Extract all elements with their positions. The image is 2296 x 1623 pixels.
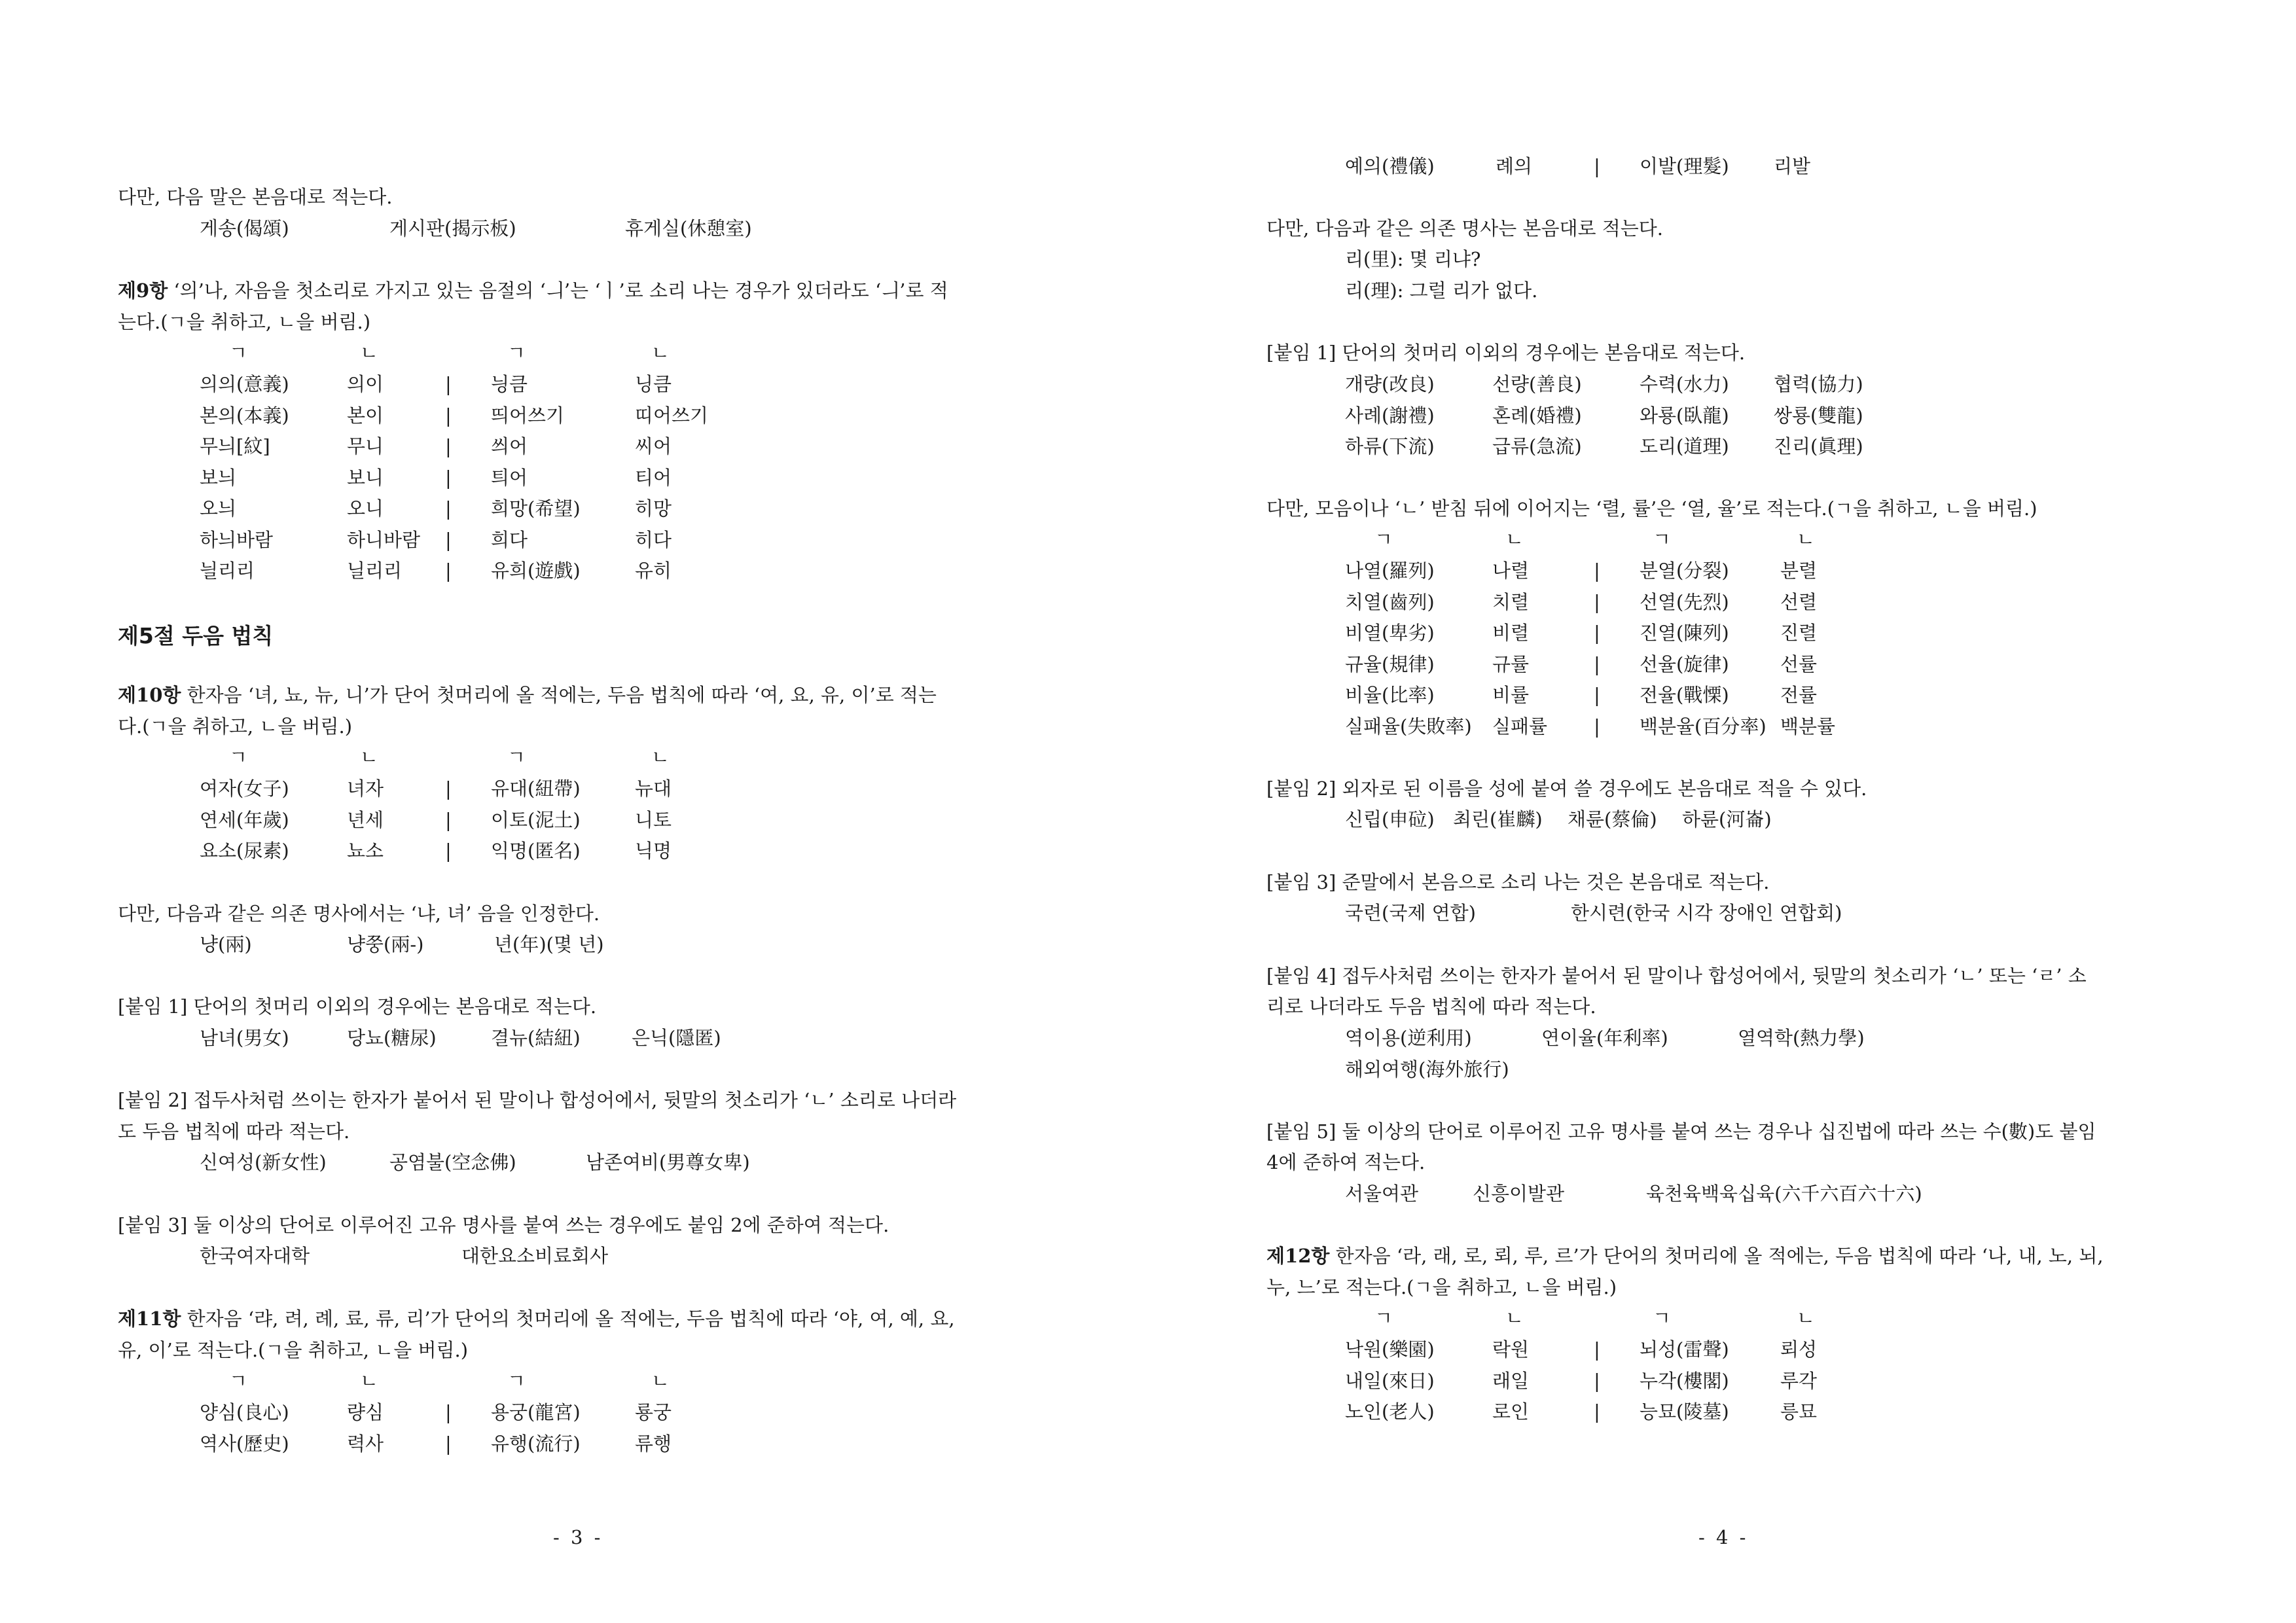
addendum-2-line-2: 도 두음 법칙에 따라 적는다.: [118, 1120, 350, 1143]
table-cell: 오니: [347, 497, 384, 520]
addendum-5-words: [1345, 1185, 2065, 1205]
table-row: [1345, 652, 2098, 676]
table-cell: 룡궁: [635, 1401, 672, 1423]
table-cell: 희다: [491, 528, 528, 551]
table-cell: 보늬: [200, 466, 237, 489]
table-cell: 릉묘: [1780, 1400, 1818, 1423]
word: 최린(崔麟): [1453, 808, 1543, 830]
table-row: [1345, 562, 2098, 582]
table-cell: 하니바람: [347, 528, 421, 551]
word: 채륜(蔡倫): [1568, 808, 1657, 830]
table-cell: 본이: [347, 404, 384, 427]
table-cell: 히다: [635, 528, 672, 551]
addendum-3: [붙임 3] 둘 이상의 단어로 이루어진 고유 명사를 붙여 쓰는 경우에도 붙임 2에 준하여 적는다.: [118, 1214, 889, 1236]
article-10-text: 한자음 ‘녀, 뇨, 뉴, 니’가 단어 첫머리에 올 적에는, 두음 법칙에 따라 ‘여, 요, 유, 이’로 적는: [181, 684, 937, 706]
table-row: [200, 466, 952, 490]
table-cell: 혼례(婚禮): [1492, 404, 1582, 427]
addendum-4-line-2: 리로 나더라도 두음 법칙에 따라 적는다.: [1266, 995, 1596, 1018]
table-row: [200, 842, 952, 863]
table-cell: 나렬: [1492, 560, 1530, 582]
article-10-note: 다만, 다음과 같은 의존 명사에서는 ‘냐, 녀’ 음을 인정한다.: [118, 902, 600, 925]
table-cell: 락원: [1492, 1338, 1530, 1361]
table-row: [200, 808, 952, 832]
column-divider: |: [445, 528, 452, 551]
table-row: [1345, 1402, 2098, 1423]
table-row: [1345, 375, 2098, 396]
table-header: [200, 748, 920, 768]
table-row: [200, 499, 952, 520]
header-cell: ㄱ: [229, 1370, 248, 1392]
table-cell: 의이: [347, 373, 384, 395]
page-number: - 3 -: [553, 1526, 603, 1548]
article-10-number: 제10항: [118, 684, 181, 706]
table-cell: 능묘(陵墓): [1640, 1400, 1729, 1423]
column-divider: |: [1594, 652, 1600, 675]
word: 은닉(隱匿): [632, 1027, 721, 1049]
column-divider: |: [445, 373, 452, 395]
table-cell: 개량(改良): [1345, 373, 1435, 395]
word: 연이율(年利率): [1541, 1027, 1668, 1049]
table-cell: 년세: [347, 808, 384, 831]
header-cell: ㄴ: [360, 1370, 379, 1392]
word: 결뉴(結紐): [491, 1027, 581, 1049]
addendum-3: [붙임 3] 준말에서 본음으로 소리 나는 것은 본음대로 적는다.: [1266, 871, 1770, 893]
table-cell: 유행(流行): [491, 1432, 581, 1455]
column-divider: |: [445, 1401, 452, 1423]
table-cell: 연세(年歲): [200, 808, 289, 831]
table-cell: 선률: [1780, 652, 1818, 675]
article-11-text: 한자음 ‘랴, 려, 례, 료, 류, 리’가 단어의 첫머리에 올 적에는, 두음 법칙에 따라 ‘야, 여, 예, 요,: [181, 1308, 955, 1330]
header-cell: ㄱ: [229, 746, 248, 768]
table-cell: 닁큼: [491, 373, 528, 395]
header-cell: ㄱ: [507, 342, 526, 364]
table-cell: 비열(卑劣): [1345, 622, 1435, 644]
table-cell: 양심(良心): [200, 1401, 289, 1423]
table-row: [200, 437, 952, 458]
table-cell: 히망: [635, 497, 672, 520]
table-cell: 도리(道理): [1640, 435, 1729, 457]
table-row: [200, 1432, 952, 1455]
table-row: [200, 779, 952, 800]
cell: 례의: [1496, 155, 1533, 177]
header-cell: ㄱ: [1653, 528, 1672, 550]
table-cell: 래일: [1492, 1369, 1530, 1392]
table-cell: 선열(先烈): [1640, 590, 1729, 613]
table-cell: 틔어: [491, 466, 528, 489]
table-cell: 뉴대: [635, 777, 672, 800]
column-divider: |: [445, 435, 452, 457]
header-cell: ㄴ: [651, 342, 670, 364]
column-divider: |: [1594, 622, 1600, 644]
word: 당뇨(糖尿): [347, 1027, 437, 1049]
addendum-1: [붙임 1] 단어의 첫머리 이외의 경우에는 본음대로 적는다.: [1266, 342, 1746, 364]
header-cell: ㄴ: [1505, 528, 1524, 550]
table-cell: 진렬: [1780, 622, 1818, 644]
table-cell: 띠어쓰기: [635, 404, 709, 427]
header-cell: ㄱ: [1374, 528, 1393, 550]
article-9-line-1: [118, 281, 948, 300]
table-cell: 노인(老人): [1345, 1400, 1435, 1423]
table-cell: 치렬: [1492, 590, 1530, 613]
table-cell: 씨어: [635, 435, 672, 457]
word: 휴게실(休憩室): [625, 217, 752, 240]
table-row: [1345, 1340, 2098, 1361]
table-cell: 오늬: [200, 497, 237, 520]
column-divider: |: [445, 404, 452, 427]
table-cell: 비률: [1492, 684, 1530, 706]
header-cell: ㄴ: [360, 342, 379, 364]
note-1: 다만, 다음과 같은 의존 명사는 본음대로 적는다.: [1266, 217, 1664, 240]
note-words: [200, 935, 854, 956]
word: 열역학(熱力學): [1738, 1027, 1865, 1049]
article-10-line-1: [118, 686, 937, 705]
article-9-number: 제9항: [118, 279, 168, 302]
column-divider: |: [1594, 590, 1600, 613]
table-cell: 규율(規律): [1345, 652, 1435, 675]
column-divider: |: [445, 560, 452, 582]
table-cell: 닉명: [635, 840, 672, 862]
article-9-text: ‘의’나, 자음을 첫소리로 가지고 있는 음절의 ‘ㅢ’는 ‘ㅣ’로 소리 나는 경우가 있더라도 ‘ㅢ’로 적: [168, 279, 948, 302]
header-cell: ㄱ: [229, 342, 248, 364]
column-divider: |: [445, 840, 452, 862]
word: 육천육백육십육(六千六百六十六): [1646, 1183, 1922, 1205]
table-cell: 보니: [347, 466, 384, 489]
note-1-line: 리(理): 그럴 리가 없다.: [1345, 279, 1538, 302]
table-cell: 낙원(樂園): [1345, 1338, 1435, 1361]
addendum-1-words: [200, 1029, 920, 1050]
word: 대한요소비료회사: [461, 1245, 609, 1267]
cell: |: [1594, 155, 1600, 177]
column-divider: |: [1594, 560, 1600, 582]
word: 신여성(新女性): [200, 1151, 327, 1173]
cell: 리발: [1774, 155, 1811, 177]
table-row: [1345, 686, 2098, 707]
table-cell: 비율(比率): [1345, 684, 1435, 706]
table-row: [1345, 437, 2098, 458]
word: 게시판(揭示板): [389, 217, 516, 240]
article-11-line-1: [118, 1310, 955, 1329]
column-divider: |: [1594, 715, 1600, 738]
header-cell: ㄱ: [507, 1370, 526, 1392]
table-cell: 닝큼: [635, 373, 672, 395]
table-cell: 분렬: [1780, 560, 1818, 582]
word: 냥쭝(兩-): [347, 933, 424, 955]
table-row: [1345, 590, 2098, 614]
table-cell: 늴리리: [200, 560, 255, 582]
article-11-number: 제11항: [118, 1308, 181, 1330]
table-cell: 본의(本義): [200, 404, 289, 427]
table-cell: 유희(遊戲): [491, 560, 581, 582]
word: 년(年)(몇 년): [494, 933, 604, 955]
table-cell: 여자(女子): [200, 777, 289, 800]
addendum-3-words: [1345, 904, 2065, 925]
word: 게송(偈頌): [200, 217, 289, 240]
addendum-2: [붙임 2] 외자로 된 이름을 성에 붙여 쓸 경우에도 본음대로 적을 수 있다.: [1266, 777, 1867, 800]
table-cell: 유대(紐帶): [491, 777, 581, 800]
table-cell: 실패율(失敗率): [1345, 715, 1472, 738]
table-cell: 띄어쓰기: [491, 404, 565, 427]
word: 하륜(河崙): [1682, 808, 1772, 830]
table-cell: 백분율(百分率): [1640, 715, 1767, 738]
table-cell: 선렬: [1780, 590, 1818, 613]
section-title: 제5절 두음 법칙: [118, 623, 274, 649]
header-cell: ㄴ: [360, 746, 379, 768]
article-12-number: 제12항: [1266, 1245, 1330, 1267]
column-divider: |: [445, 497, 452, 520]
table-row: [1345, 717, 2098, 738]
intro-words: [200, 219, 985, 240]
table-cell: 녀자: [347, 777, 384, 800]
table-cell: 백분률: [1780, 715, 1836, 738]
table-cell: 무니: [347, 435, 384, 457]
table-cell: 니토: [635, 808, 672, 831]
addendum-3-words: [200, 1247, 920, 1268]
column-divider: |: [1594, 1338, 1600, 1361]
table-cell: 티어: [635, 466, 672, 489]
column-divider: |: [1594, 684, 1600, 706]
table-cell: 실패률: [1492, 715, 1548, 738]
page-number: - 4 -: [1698, 1526, 1749, 1548]
table-cell: 전율(戰慄): [1640, 684, 1729, 706]
table-header: [200, 1372, 920, 1391]
table-cell: 뢰성: [1780, 1338, 1818, 1361]
table-cell: 씌어: [491, 435, 528, 457]
page-4: [1266, 0, 2196, 1623]
table-cell: 희망(希望): [491, 497, 581, 520]
article-12-text: 한자음 ‘라, 래, 로, 뢰, 루, 르’가 단어의 첫머리에 올 적에는, 두음 법칙에 따라 ‘나, 내, 노, 뇌,: [1329, 1245, 2104, 1267]
intro-note: 다만, 다음 말은 본음대로 적는다.: [118, 186, 393, 208]
table-row: [200, 406, 952, 427]
table-cell: 용궁(龍宮): [491, 1401, 581, 1423]
column-divider: |: [445, 1432, 452, 1455]
header-cell: ㄱ: [1374, 1307, 1393, 1329]
article-10-line-2: 다.(ㄱ을 취하고, ㄴ을 버림.): [118, 715, 353, 738]
column-divider: |: [1594, 1369, 1600, 1392]
table-cell: 로인: [1492, 1400, 1530, 1423]
table-cell: 류행: [635, 1432, 672, 1455]
table-header: [1345, 1309, 2065, 1329]
table-cell: 분열(分裂): [1640, 560, 1729, 582]
word: 국련(국제 연합): [1345, 902, 1476, 924]
table-cell: 유히: [635, 560, 672, 582]
header-cell: ㄴ: [651, 1370, 670, 1392]
table-row: [200, 1403, 952, 1424]
note-1-line: 리(里): 몇 리냐?: [1345, 248, 1481, 270]
column-divider: |: [445, 466, 452, 489]
header-cell: ㄴ: [651, 746, 670, 768]
word: 서울여관: [1345, 1183, 1419, 1205]
table-cell: 누각(樓閣): [1640, 1369, 1729, 1392]
table-row: [200, 528, 952, 552]
addendum-4-words: [1345, 1029, 2065, 1050]
table-cell: 역사(歷史): [200, 1432, 289, 1455]
table-cell: 력사: [347, 1432, 384, 1455]
table-cell: 이토(泥土): [491, 808, 581, 831]
addendum-1: [붙임 1] 단어의 첫머리 이외의 경우에는 본음대로 적는다.: [118, 995, 597, 1018]
table-cell: 익명(匿名): [491, 840, 581, 862]
table-cell: 선량(善良): [1492, 373, 1582, 395]
table-cell: 비렬: [1492, 622, 1530, 644]
addendum-5-line-1: [붙임 5] 둘 이상의 단어로 이루어진 고유 명사를 붙여 쓰는 경우나 십진법에 따라 쓰는 수(數)도 붙임: [1266, 1120, 2096, 1143]
addendum-2-words: [200, 1153, 920, 1174]
table-cell: 량심: [347, 1401, 384, 1423]
word: 공염불(空念佛): [389, 1151, 516, 1173]
table-cell: 쌍룡(雙龍): [1774, 404, 1863, 427]
addendum-5-line-2: 4에 준하여 적는다.: [1266, 1151, 1426, 1173]
table-cell: 뇨소: [347, 840, 384, 862]
table-row: [1345, 624, 2098, 645]
header-cell: ㄱ: [507, 746, 526, 768]
note-2: 다만, 모음이나 ‘ㄴ’ 받침 뒤에 이어지는 ‘렬, 률’은 ‘열, 율’로 적는다.(ㄱ을 취하고, ㄴ을 버림.): [1266, 497, 2037, 520]
table-cell: 전률: [1780, 684, 1818, 706]
table-cell: 규률: [1492, 652, 1530, 675]
table-cell: 진열(陳列): [1640, 622, 1729, 644]
table-cell: 닐리리: [347, 560, 403, 582]
article-12-line-1: [1266, 1247, 2104, 1266]
header-cell: ㄴ: [1797, 1307, 1816, 1329]
word: 한시련(한국 시각 장애인 연합회): [1571, 902, 1842, 924]
table-row: [200, 375, 952, 396]
column-divider: |: [1594, 1400, 1600, 1423]
table-cell: 뇌성(雷聲): [1640, 1338, 1729, 1361]
table-cell: 급류(急流): [1492, 435, 1582, 457]
header-cell: ㄴ: [1505, 1307, 1524, 1329]
addendum-2-words: [1345, 810, 2065, 831]
article-11-line-2: 유, 이’로 적는다.(ㄱ을 취하고, ㄴ을 버림.): [118, 1339, 469, 1361]
word: 한국여자대학: [200, 1245, 310, 1267]
table-cell: 선율(旋律): [1640, 652, 1729, 675]
article-9-line-2: 는다.(ㄱ을 취하고, ㄴ을 버림.): [118, 311, 371, 333]
table-row: [1345, 1369, 2098, 1393]
table-row: [200, 562, 952, 582]
header-cell: ㄱ: [1653, 1307, 1672, 1329]
table-row: [1345, 406, 2098, 427]
page-3: [118, 0, 1047, 1623]
table-cell: 의의(意義): [200, 373, 289, 395]
table-cell: 내일(來日): [1345, 1369, 1435, 1392]
table-cell: 하류(下流): [1345, 435, 1435, 457]
table-cell: 수력(水力): [1640, 373, 1729, 395]
cell: 이발(理髮): [1640, 155, 1729, 177]
table-header: [1345, 530, 2065, 550]
table-cell: 협력(協力): [1774, 373, 1863, 395]
addendum-2-line-1: [붙임 2] 접두사처럼 쓰이는 한자가 붙어서 된 말이나 합성어에서, 뒷말의 첫소리가 ‘ㄴ’ 소리로 나더라: [118, 1089, 957, 1111]
table-cell: 와룡(臥龍): [1640, 404, 1729, 427]
table-cell: 요소(尿素): [200, 840, 289, 862]
word: 냥(兩): [200, 933, 252, 955]
header-cell: ㄴ: [1797, 528, 1816, 550]
article-12-line-2: 누, 느’로 적는다.(ㄱ을 취하고, ㄴ을 버림.): [1266, 1276, 1617, 1298]
word: 신흥이발관: [1473, 1183, 1565, 1205]
column-divider: |: [445, 777, 452, 800]
table-cell: 나열(羅列): [1345, 560, 1435, 582]
word: 신립(申砬): [1345, 808, 1435, 830]
column-divider: |: [445, 808, 452, 831]
table-cell: 무늬[紋]: [200, 435, 270, 457]
word: 역이용(逆利用): [1345, 1027, 1472, 1049]
table-cell: 진리(眞理): [1774, 435, 1863, 457]
table-cell: 루각: [1780, 1369, 1818, 1392]
word: 남존여비(男尊女卑): [586, 1151, 750, 1173]
cell: 예의(禮儀): [1345, 155, 1435, 177]
word: 남녀(男女): [200, 1027, 289, 1049]
table-cell: 하늬바람: [200, 528, 274, 551]
addendum-4-word: 해외여행(海外旅行): [1345, 1058, 1509, 1080]
top-row: [1345, 157, 2065, 178]
addendum-4-line-1: [붙임 4] 접두사처럼 쓰이는 한자가 붙어서 된 말이나 합성어에서, 뒷말의 첫소리가 ‘ㄴ’ 또는 ‘ㄹ’ 소: [1266, 965, 2087, 987]
table-cell: 사례(謝禮): [1345, 404, 1435, 427]
table-cell: 치열(齒列): [1345, 590, 1435, 613]
table-header: [200, 344, 920, 363]
